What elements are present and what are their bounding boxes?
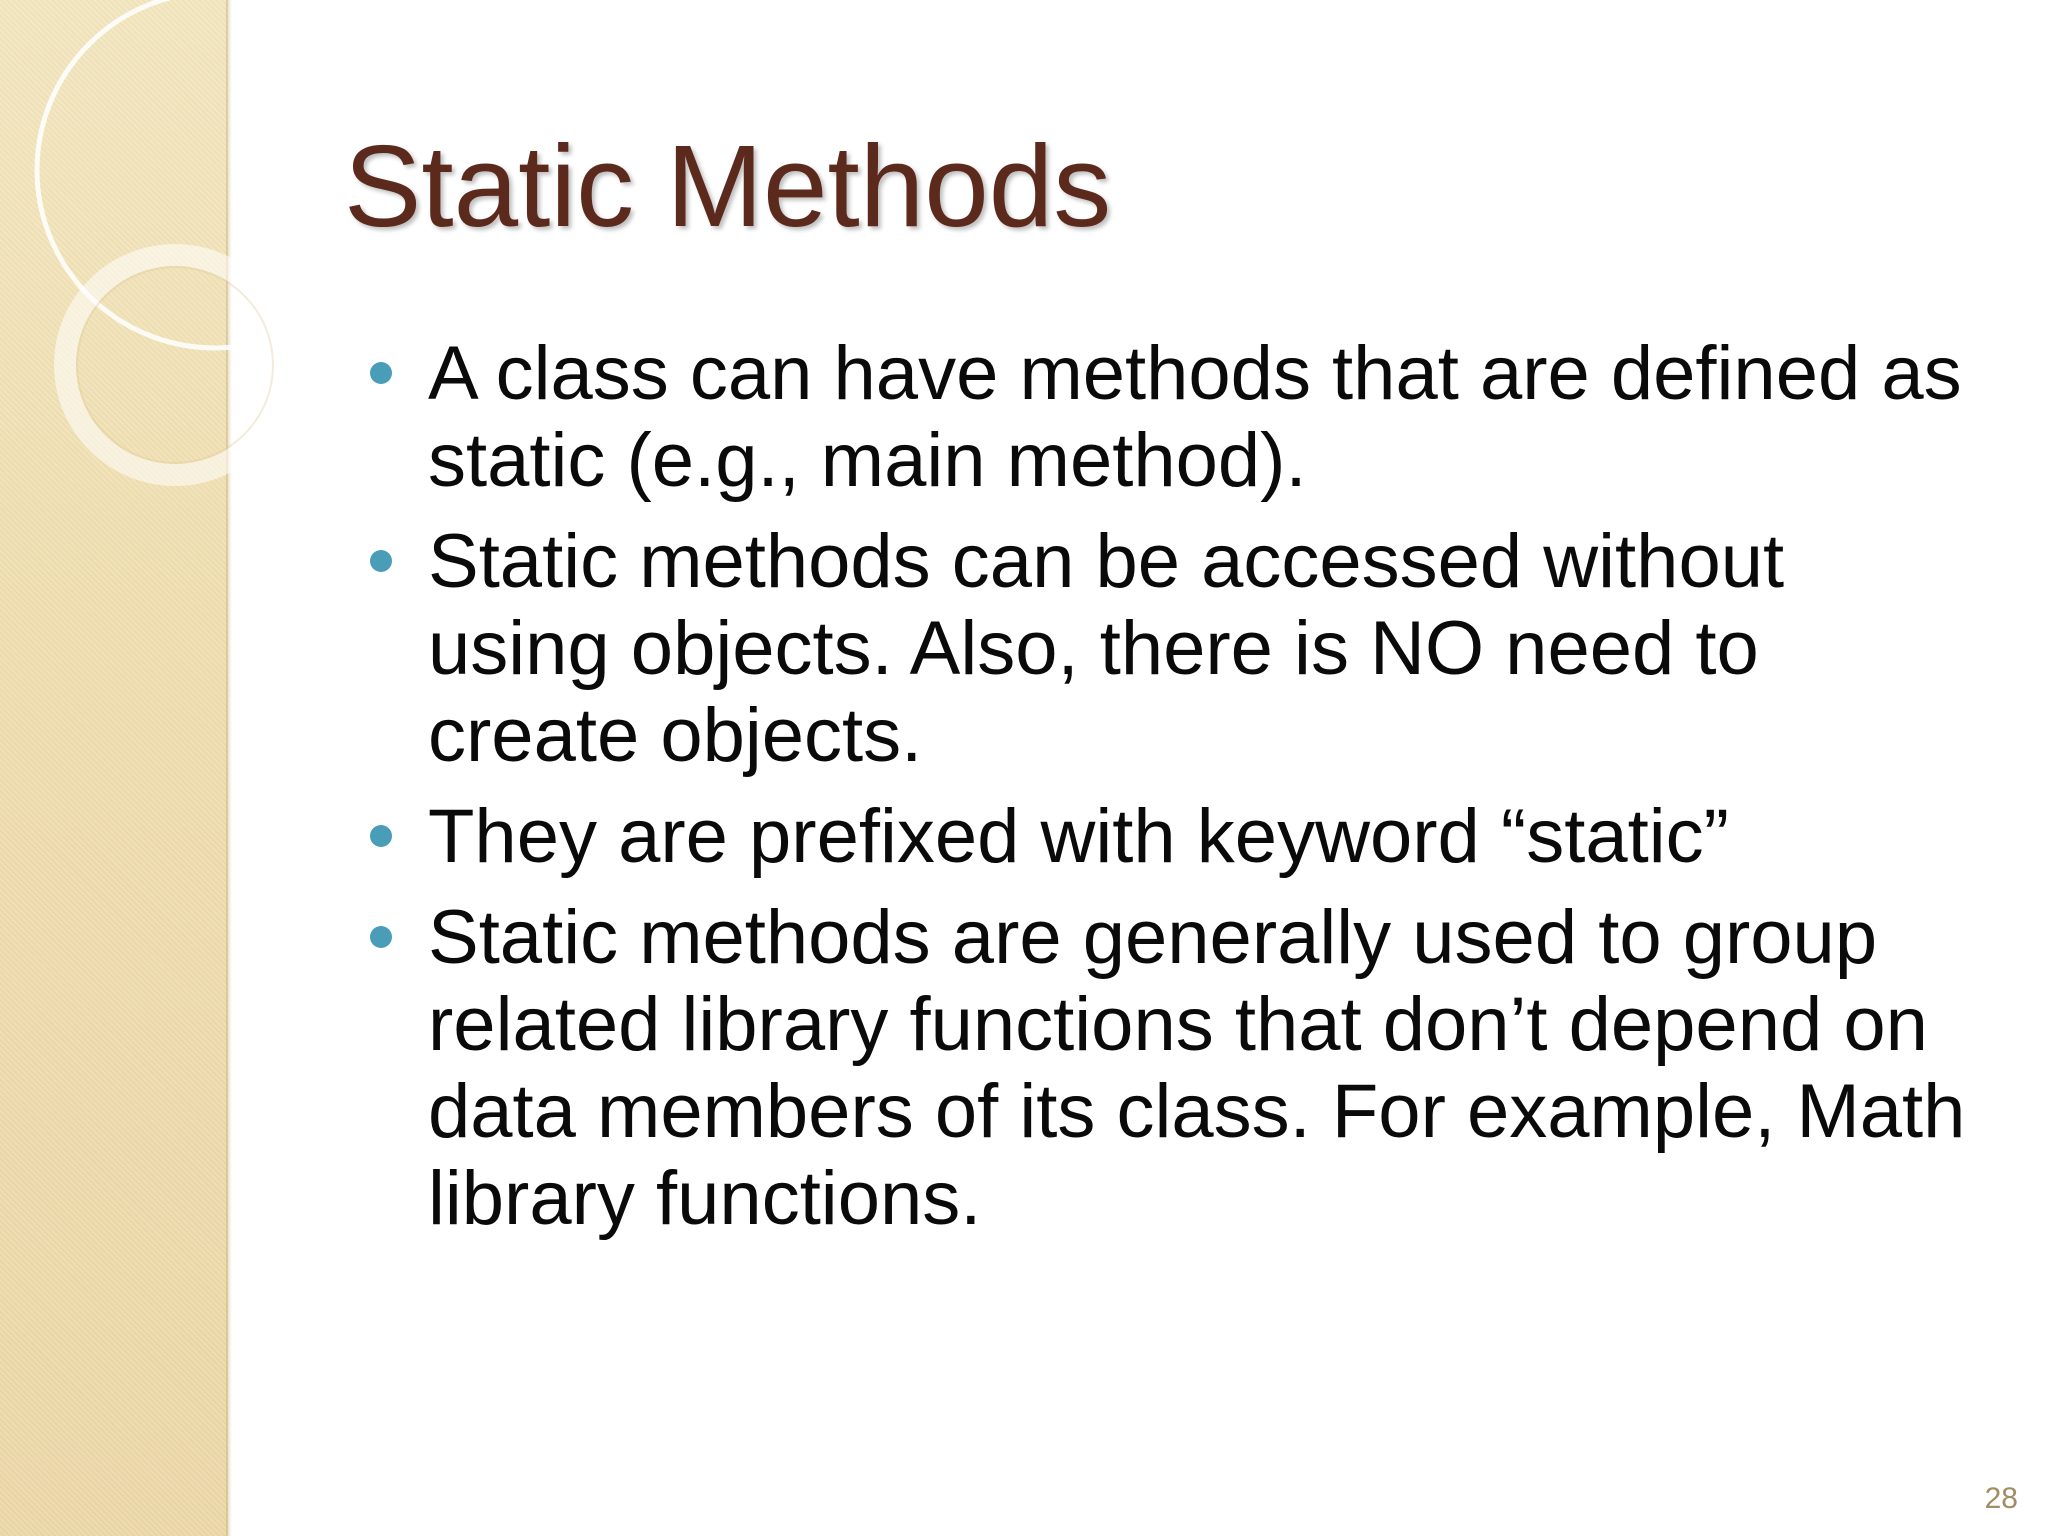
bullet-dot-icon [370, 362, 392, 384]
small-circle-inner-ring [77, 267, 273, 463]
bullet-text: A class can have methods that are defined as static (e.g., main method). [428, 331, 1962, 503]
bullet-text: Static methods are generally used to group related library functions that don’t depend on data members of its class. For example, Math library functions. [428, 895, 1966, 1241]
bullet-item [356, 894, 1976, 1242]
bullet-item [356, 518, 1976, 779]
bullet-item [356, 330, 1976, 504]
decorative-circles-icon [0, 0, 340, 520]
bullet-list [356, 330, 1976, 1256]
slide-title: Static Methods [344, 121, 1112, 251]
bullet-dot-icon [370, 825, 392, 847]
bullet-item [356, 793, 1976, 880]
small-circle-ring [65, 255, 285, 475]
bullet-text: They are prefixed with keyword “static” [428, 794, 1729, 879]
page-number: 28 [1984, 1482, 2018, 1515]
bullet-dot-icon [370, 550, 392, 572]
bullet-dot-icon [370, 926, 392, 948]
bullet-text: Static methods can be accessed without using objects. Also, there is NO need to create objects. [428, 519, 1785, 778]
